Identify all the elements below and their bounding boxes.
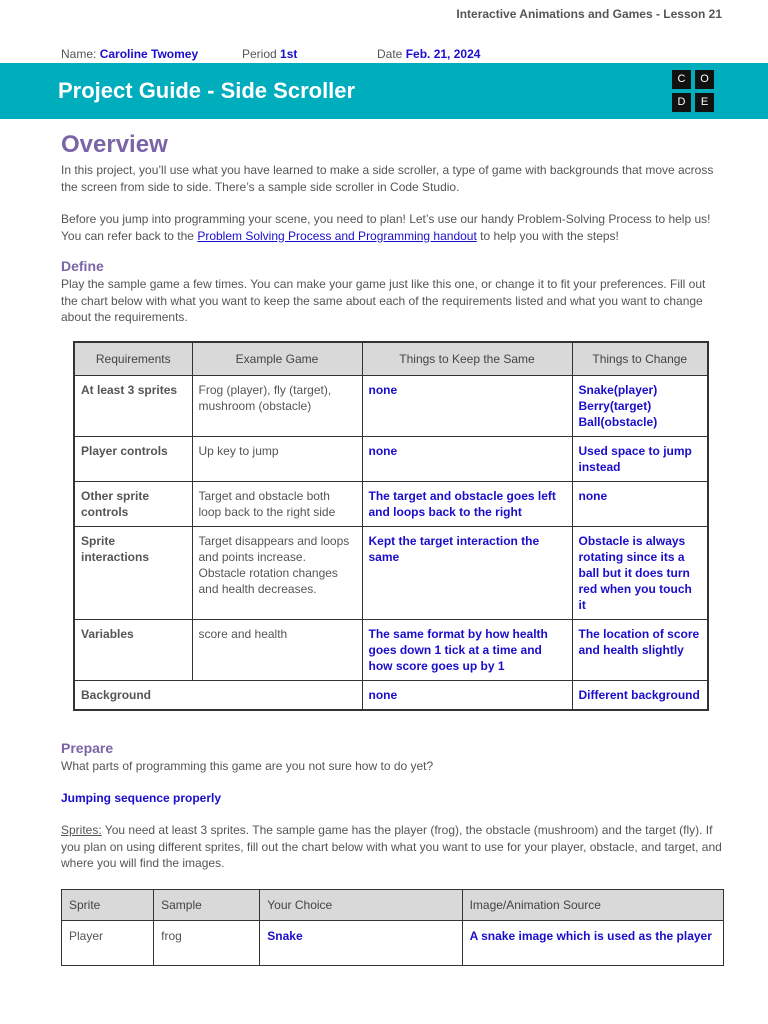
sprites-paragraph (61, 822, 725, 872)
col-sample: Sample (154, 890, 260, 921)
change-cell: Snake(player) Berry(target) Ball(obstacle) (572, 376, 708, 437)
sample-cell: frog (154, 921, 260, 966)
logo-letter-o: O (695, 70, 714, 89)
date-label: Date (377, 47, 403, 61)
req-cell: At least 3 sprites (74, 376, 192, 437)
period-label: Period (242, 47, 277, 61)
req-cell: Player controls (74, 437, 192, 482)
col-keep-same: Things to Keep the Same (362, 342, 572, 376)
change-cell: The location of score and health slightly (572, 620, 708, 681)
define-heading: Define (61, 258, 104, 274)
lesson-header: Interactive Animations and Games - Lesson 21 (456, 7, 722, 21)
table-row (62, 921, 724, 966)
table-row (74, 437, 708, 482)
handout-link[interactable]: Problem Solving Process and Programming handout (197, 228, 477, 243)
col-example-game: Example Game (192, 342, 362, 376)
logo-letter-d: D (672, 93, 691, 112)
col-change: Things to Change (572, 342, 708, 376)
change-cell: none (572, 482, 708, 527)
example-cell: Target disappears and loops and points increase. Obstacle rotation changes and health decreases. (192, 527, 362, 620)
req-cell: Sprite interactions (74, 527, 192, 620)
sprite-cell: Player (62, 921, 154, 966)
example-cell: Target and obstacle both loop back to the right side (192, 482, 362, 527)
example-cell: Up key to jump (192, 437, 362, 482)
col-requirements: Requirements (74, 342, 192, 376)
sprites-text: You need at least 3 sprites. The sample game has the player (frog), the obstacle (mushroom) and the target (fly). If you plan on using different sprites, fill out the chart below with what you want to use for your player, obstacle, and target, and where you will find the images. (61, 823, 722, 870)
overview-paragraph-2 (61, 211, 725, 244)
col-your-choice: Your Choice (260, 890, 462, 921)
change-cell: Used space to jump instead (572, 437, 708, 482)
overview-paragraph-1: In this project, you’ll use what you have learned to make a side scroller, a type of game with backgrounds that move across the screen from side to side. There’s a sample side scroller in Code Studio. (61, 163, 714, 194)
table-row (74, 527, 708, 620)
col-source: Image/Animation Source (462, 890, 723, 921)
req-cell: Variables (74, 620, 192, 681)
code-logo (670, 68, 716, 114)
prepare-answer: Jumping sequence properly (61, 791, 222, 805)
req-cell: Background (74, 681, 362, 711)
change-cell: Obstacle is always rotating since its a ball but it does turn red when you touch it (572, 527, 708, 620)
choice-cell: Snake (260, 921, 462, 966)
prepare-heading: Prepare (61, 740, 114, 756)
keep-cell: The target and obstacle goes left and loops back to the right (362, 482, 572, 527)
name-label: Name: (61, 47, 97, 61)
table-row (74, 681, 708, 711)
change-cell: Different background (572, 681, 708, 711)
p2-after: to help you with the steps! (476, 228, 619, 243)
keep-cell: none (362, 376, 572, 437)
sprites-header-row (62, 890, 724, 921)
logo-letter-e: E (695, 93, 714, 112)
name-value: Caroline Twomey (99, 47, 199, 61)
table-row (74, 620, 708, 681)
define-paragraph: Play the sample game a few times. You can make your game just like this one, or change it to fit your preferences. Fill out the chart below with what you want to keep the same about each of the requirements listed and what you want to change about the requirements. (61, 277, 706, 324)
keep-cell: none (362, 681, 572, 711)
title-banner (0, 63, 768, 119)
keep-cell: Kept the target interaction the same (362, 527, 572, 620)
table-row (74, 482, 708, 527)
example-cell: Frog (player), fly (target), mushroom (obstacle) (192, 376, 362, 437)
source-cell: A snake image which is used as the player (462, 921, 723, 966)
req-cell: Other sprite controls (74, 482, 192, 527)
p2-before: Before you jump into programming your scene, you need to plan! Let’s use our handy Problem-Solving Process to help us! You can refer back to the (61, 212, 711, 243)
col-sprite: Sprite (62, 890, 154, 921)
sprites-table (61, 889, 724, 966)
requirements-header-row (74, 342, 708, 376)
sprites-label: Sprites: (61, 823, 102, 837)
prepare-question: What parts of programming this game are you not sure how to do yet? (61, 759, 434, 773)
page-title: Project Guide - Side Scroller (58, 78, 356, 103)
logo-letter-c: C (672, 70, 691, 89)
requirements-table (73, 341, 709, 711)
example-cell: score and health (192, 620, 362, 681)
keep-cell: The same format by how health goes down 1 tick at a time and how score goes up by 1 (362, 620, 572, 681)
period-value: 1st (280, 47, 298, 61)
keep-cell: none (362, 437, 572, 482)
overview-heading: Overview (61, 131, 168, 158)
table-row (74, 376, 708, 437)
date-value: Feb. 21, 2024 (405, 47, 481, 61)
